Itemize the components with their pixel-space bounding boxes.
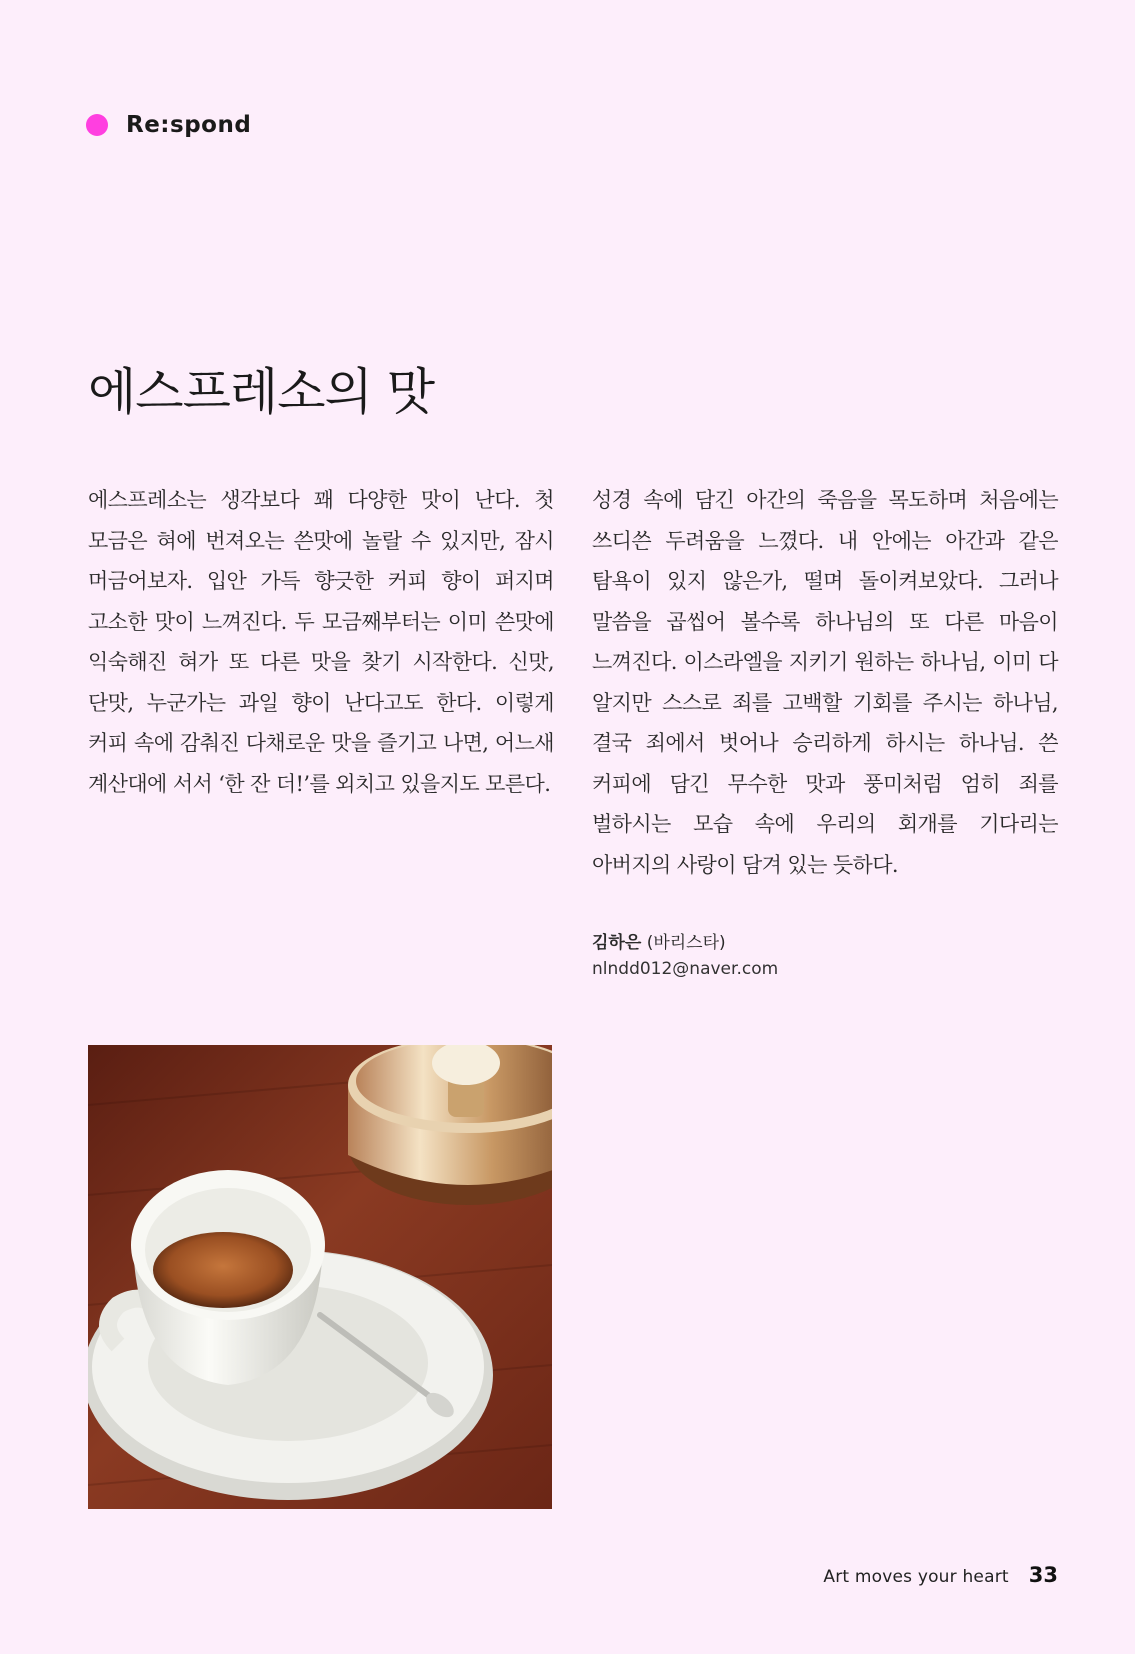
footer-tagline: Art moves your heart (823, 1567, 1009, 1587)
author-name: 김하은 (592, 933, 642, 953)
crema (153, 1232, 293, 1308)
espresso-photo (88, 1045, 552, 1509)
section-label: Re:spond (126, 112, 252, 138)
page-footer (823, 1563, 1058, 1587)
article-paragraph-right: 성경 속에 담긴 아간의 죽음을 목도하며 처음에는 쓰디쓴 두려움을 느꼈다. 내 안에는 아간과 같은 탐욕이 있지 않은가, 떨며 돌이켜보았다. 그러나 말씀을 곱씹어 볼수록 하나님의 또 다른 마음이 느껴진다. 이스라엘을 지키기 원하는 하나님, 이미 다 알지만 스스로 죄를 고백할 기회를 주시는 하나님, 결국 죄에서 벗어나 승리하게 하시는 하나님. 쓴 커피에 담긴 무수한 맛과 풍미처럼 엄히 죄를 벌하시는 모습 속에 우리의 회개를 기다리는 아버지의 사랑이 담겨 있는 듯하다. (592, 488, 1058, 877)
article-title: 에스프레소의 맛 (88, 363, 434, 421)
author-role: (바리스타) (646, 933, 726, 953)
section-dot-icon (86, 114, 108, 136)
author-name-line (592, 930, 778, 956)
espresso-photo-illustration (88, 1045, 552, 1509)
author-email: nlndd012@naver.com (592, 959, 779, 979)
page-number: 33 (1028, 1563, 1058, 1587)
sugar-bowl (348, 1045, 552, 1205)
section-tag (86, 112, 251, 138)
article-paragraph-left: 에스프레소는 생각보다 꽤 다양한 맛이 난다. 첫 모금은 혀에 번져오는 쓴맛에 놀랄 수 있지만, 잠시 머금어보자. 입안 가득 향긋한 커피 향이 퍼지며 고소한 맛이 느껴진다. 두 모금째부터는 이미 쓴맛에 익숙해진 혀가 또 다른 맛을 찾기 시작한다. 신맛, 단맛, 누군가는 과일 향이 난다고도 한다. 이렇게 커피 속에 감춰진 다채로운 맛을 즐기고 나면, 어느새 계산대에 서서 ‘한 잔 더!’를 외치고 있을지도 모른다. (88, 488, 554, 796)
author-byline (592, 930, 778, 982)
